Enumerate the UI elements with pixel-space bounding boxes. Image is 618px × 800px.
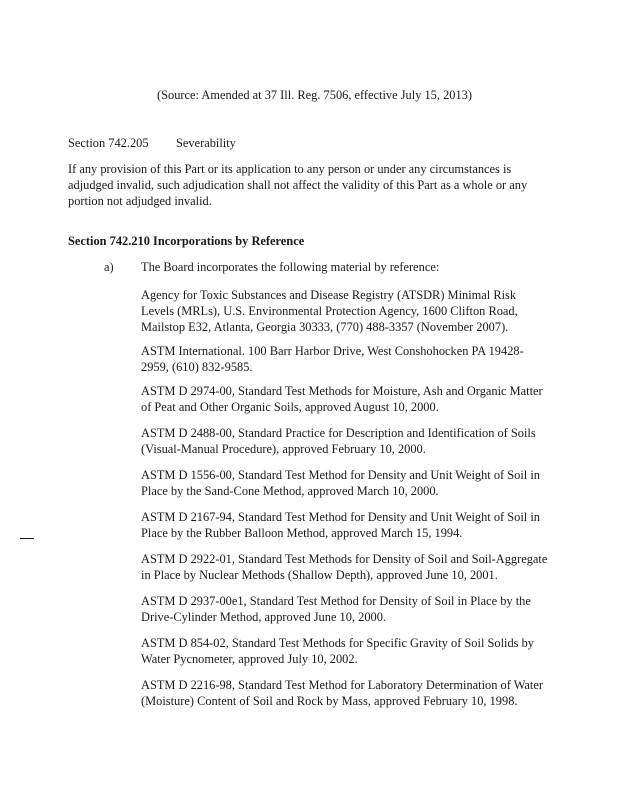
reference-line: Mailstop E32, Atlanta, Georgia 30333, (770) 488-3357 (November 2007). <box>141 320 509 334</box>
reference-line: ASTM D 2167-94, Standard Test Method for Density and Unit Weight of Soil in <box>141 510 540 524</box>
reference-line: ASTM D 1556-00, Standard Test Method for Density and Unit Weight of Soil in <box>141 468 540 482</box>
section-205-body-line: If any provision of this Part or its application to any person or under any circumstances is <box>68 162 512 176</box>
reference-line: Place by the Sand-Cone Method, approved March 10, 2000. <box>141 484 439 498</box>
revision-margin-mark <box>20 538 34 539</box>
reference-line: Agency for Toxic Substances and Disease Registry (ATSDR) Minimal Risk <box>141 288 517 302</box>
reference-line: ASTM International. 100 Barr Harbor Drive, West Conshohocken PA 19428- <box>141 344 524 358</box>
section-205-body-line: portion not adjudged invalid. <box>68 194 212 208</box>
item-a-label: a) <box>104 260 114 274</box>
reference-line: ASTM D 854-02, Standard Test Methods for Specific Gravity of Soil Solids by <box>141 636 534 650</box>
item-a-intro: The Board incorporates the following material by reference: <box>141 260 440 274</box>
reference-line: 2959, (610) 832-9585. <box>141 360 253 374</box>
reference-line: ASTM D 2922-01, Standard Test Methods for Density of Soil and Soil-Aggregate <box>141 552 548 566</box>
reference-line: of Peat and Other Organic Soils, approved August 10, 2000. <box>141 400 439 414</box>
reference-line: in Place by Nuclear Methods (Shallow Depth), approved June 10, 2001. <box>141 568 498 582</box>
reference-line: Levels (MRLs), U.S. Environmental Protection Agency, 1600 Clifton Road, <box>141 304 518 318</box>
section-205-body-line: adjudged invalid, such adjudication shall not affect the validity of this Part as a whole or any <box>68 178 528 192</box>
reference-line: ASTM D 2937-00e1, Standard Test Method for Density of Soil in Place by the <box>141 594 531 608</box>
section-205-title: Severability <box>176 136 236 150</box>
reference-line: (Moisture) Content of Soil and Rock by Mass, approved February 10, 1998. <box>141 694 518 708</box>
reference-line: Place by the Rubber Balloon Method, approved March 15, 1994. <box>141 526 463 540</box>
reference-line: ASTM D 2974-00, Standard Test Methods for Moisture, Ash and Organic Matter <box>141 384 543 398</box>
reference-line: ASTM D 2216-98, Standard Test Method for Laboratory Determination of Water <box>141 678 544 692</box>
source-note: (Source: Amended at 37 Ill. Reg. 7506, effective July 15, 2013) <box>157 88 472 102</box>
reference-line: Drive-Cylinder Method, approved June 10, 2000. <box>141 610 387 624</box>
reference-line: Water Pycnometer, approved July 10, 2002. <box>141 652 358 666</box>
section-205-number: Section 742.205 <box>68 136 149 150</box>
reference-line: (Visual-Manual Procedure), approved February 10, 2000. <box>141 442 426 456</box>
section-210-heading: Section 742.210 Incorporations by Reference <box>68 234 305 248</box>
reference-line: ASTM D 2488-00, Standard Practice for Description and Identification of Soils <box>141 426 536 440</box>
